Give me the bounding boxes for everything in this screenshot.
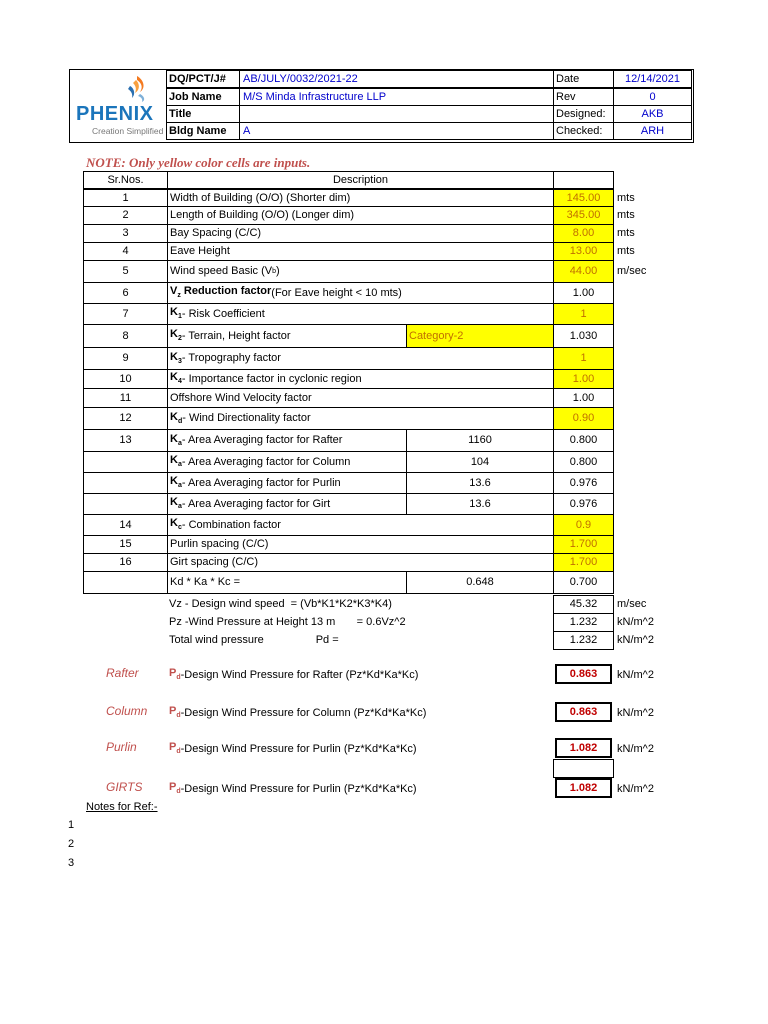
row-description: $K_3$ - Tropography factor [167, 347, 554, 370]
header-label: DQ/PCT/J# [166, 70, 240, 88]
value-header [553, 171, 614, 189]
row-value: 0.800 [553, 451, 614, 473]
row-srno: 15 [83, 535, 168, 554]
row-value: 0.976 [553, 493, 614, 515]
row-value: 0.700 [553, 571, 614, 594]
row-value: 1.00 [553, 388, 614, 408]
design-unit: kN/m^2 [617, 706, 654, 719]
design-description: $P_d$ -Design Wind Pressure for Rafter (Pz*Kd*Ka*Kc) [169, 667, 419, 682]
meta-label: Date [553, 70, 614, 88]
header-value[interactable]: M/S Minda Infrastructure LLP [239, 88, 554, 106]
header-label: Title [166, 105, 240, 123]
row-unit: mts [617, 209, 635, 221]
row-srno [83, 571, 168, 594]
row-description: $V_z$ Reduction factor (For Eave height < 10 mts) [167, 282, 554, 304]
description-header: Description [167, 171, 554, 189]
meta-value[interactable]: 12/14/2021 [613, 70, 692, 88]
calc-description: Total wind pressure Pd = [169, 633, 339, 646]
row-value-input[interactable]: 1 [553, 303, 614, 325]
logo-brand: PHENIX [76, 103, 154, 125]
row-srno: 16 [83, 553, 168, 572]
row-value: 1.00 [553, 282, 614, 304]
section-label: Rafter [106, 666, 139, 680]
header-label: Job Name [166, 88, 240, 106]
meta-value[interactable]: ARH [613, 122, 692, 140]
calc-unit: kN/m^2 [617, 633, 654, 646]
row-srno [83, 493, 168, 515]
design-unit: kN/m^2 [617, 782, 654, 795]
row-srno: 4 [83, 242, 168, 261]
row-srno: 3 [83, 224, 168, 243]
design-pressure-value: 1.082 [555, 738, 612, 758]
row-srno: 12 [83, 407, 168, 430]
row-description: $K_a$ - Area Averaging factor for Column [167, 451, 407, 473]
row-description: $K_2$ - Terrain, Height factor [167, 324, 407, 348]
row-mid-value: 0.648 [406, 571, 554, 594]
row-unit: mts [617, 245, 635, 257]
row-value-input[interactable]: 0.90 [553, 407, 614, 430]
meta-value[interactable]: 0 [613, 88, 692, 106]
terrain-category-input[interactable]: Category-2 [406, 324, 554, 348]
design-pressure-value: 0.863 [555, 702, 612, 722]
calc-value: 1.232 [553, 631, 614, 650]
row-unit: mts [617, 191, 635, 204]
calc-value: 1.232 [553, 613, 614, 632]
design-description: $P_d$ -Design Wind Pressure for Purlin (Pz*Kd*Ka*Kc) [169, 741, 417, 756]
row-srno [83, 472, 168, 494]
row-srno: 14 [83, 514, 168, 536]
row-srno: 5 [83, 260, 168, 283]
row-description: $K_1$ - Risk Coefficient [167, 303, 554, 325]
note-item: 2 [68, 839, 75, 850]
srno-header: Sr.Nos. [83, 171, 168, 189]
row-description: $K_a$ - Area Averaging factor for Girt [167, 493, 407, 515]
row-description: $K_4$ - Importance factor in cyclonic region [167, 369, 554, 389]
meta-label: Rev [553, 88, 614, 106]
row-description: Eave Height [167, 242, 554, 261]
row-description: Length of Building (O/O) (Longer dim) [167, 206, 554, 225]
row-description: $K_a$ - Area Averaging factor for Purlin [167, 472, 407, 494]
note-item: 3 [68, 858, 75, 869]
row-srno: 6 [83, 282, 168, 304]
row-value: 0.976 [553, 472, 614, 494]
row-mid-value: 1160 [406, 429, 554, 452]
design-pressure-value: 1.082 [555, 778, 612, 798]
row-description: $K_d$ - Wind Directionality factor [167, 407, 554, 430]
row-value: 1.030 [553, 324, 614, 348]
header-value[interactable]: A [239, 122, 554, 140]
row-srno: 9 [83, 347, 168, 370]
row-srno: 7 [83, 303, 168, 325]
design-pressure-value: 0.863 [555, 664, 612, 684]
row-description: Bay Spacing (C/C) [167, 224, 554, 243]
company-logo [72, 72, 165, 138]
meta-label: Designed: [553, 105, 614, 123]
meta-label: Checked: [553, 122, 614, 140]
inputs-note: NOTE: Only yellow color cells are inputs. [86, 155, 311, 170]
row-value-input[interactable]: 8.00 [553, 224, 614, 243]
row-value-input[interactable]: 1.00 [553, 369, 614, 389]
row-value-input[interactable]: 1 [553, 347, 614, 370]
row-srno: 13 [83, 429, 168, 452]
calc-unit: m/sec [617, 597, 647, 610]
row-mid-value: 104 [406, 451, 554, 473]
row-description: $K_c$ - Combination factor [167, 514, 554, 536]
row-description: Kd * Ka * Kc = [167, 571, 407, 594]
calc-value: 45.32 [553, 595, 614, 614]
row-description: Wind speed Basic (V b ) [167, 260, 554, 283]
row-value-input[interactable]: 0.9 [553, 514, 614, 536]
notes-title: Notes for Ref:- [86, 801, 158, 813]
section-label: Column [106, 704, 148, 718]
row-srno: 10 [83, 369, 168, 389]
row-description: Girt spacing (C/C) [167, 553, 554, 572]
row-srno: 1 [83, 189, 168, 207]
row-description: Purlin spacing (C/C) [167, 535, 554, 554]
meta-value[interactable]: AKB [613, 105, 692, 123]
row-value-input[interactable]: 345.00 [553, 206, 614, 225]
empty-cell [553, 759, 614, 778]
calc-description: Pz -Wind Pressure at Height 13 m = 0.6Vz^2 [169, 615, 406, 628]
design-unit: kN/m^2 [617, 742, 654, 755]
calc-unit: kN/m^2 [617, 615, 654, 628]
row-unit: mts [617, 227, 635, 239]
row-mid-value: 13.6 [406, 472, 554, 494]
row-mid-value: 13.6 [406, 493, 554, 515]
section-label: GIRTS [106, 780, 143, 794]
row-description: Offshore Wind Velocity factor [167, 388, 554, 408]
row-srno [83, 451, 168, 473]
row-value-input[interactable]: 145.00 [553, 189, 614, 207]
row-value-input[interactable]: 1.700 [553, 535, 614, 554]
design-unit: kN/m^2 [617, 668, 654, 681]
row-srno: 2 [83, 206, 168, 225]
row-description: Width of Building (O/O) (Shorter dim) [167, 189, 554, 207]
design-description: $P_d$ -Design Wind Pressure for Purlin (Pz*Kd*Ka*Kc) [169, 781, 417, 796]
logo-tagline: Creation Simplified [92, 126, 164, 136]
section-label: Purlin [106, 740, 137, 754]
header-value[interactable]: AB/JULY/0032/2021-22 [239, 70, 554, 88]
row-srno: 11 [83, 388, 168, 408]
note-item: 1 [68, 820, 75, 831]
header-label: Bldg Name [166, 122, 240, 140]
phenix-flame-icon [122, 74, 152, 104]
header-value[interactable] [239, 105, 554, 123]
row-value-input[interactable]: 13.00 [553, 242, 614, 261]
calc-description: Vz - Design wind speed = (Vb*K1*K2*K3*K4) [169, 597, 392, 610]
row-srno: 8 [83, 324, 168, 348]
design-description: $P_d$ -Design Wind Pressure for Column (Pz*Kd*Ka*Kc) [169, 705, 427, 720]
row-description: $K_a$ - Area Averaging factor for Rafter [167, 429, 407, 452]
row-value-input[interactable]: 1.700 [553, 553, 614, 572]
row-unit: m/sec [617, 265, 647, 277]
row-value: 0.800 [553, 429, 614, 452]
row-value-input[interactable]: 44.00 [553, 260, 614, 283]
